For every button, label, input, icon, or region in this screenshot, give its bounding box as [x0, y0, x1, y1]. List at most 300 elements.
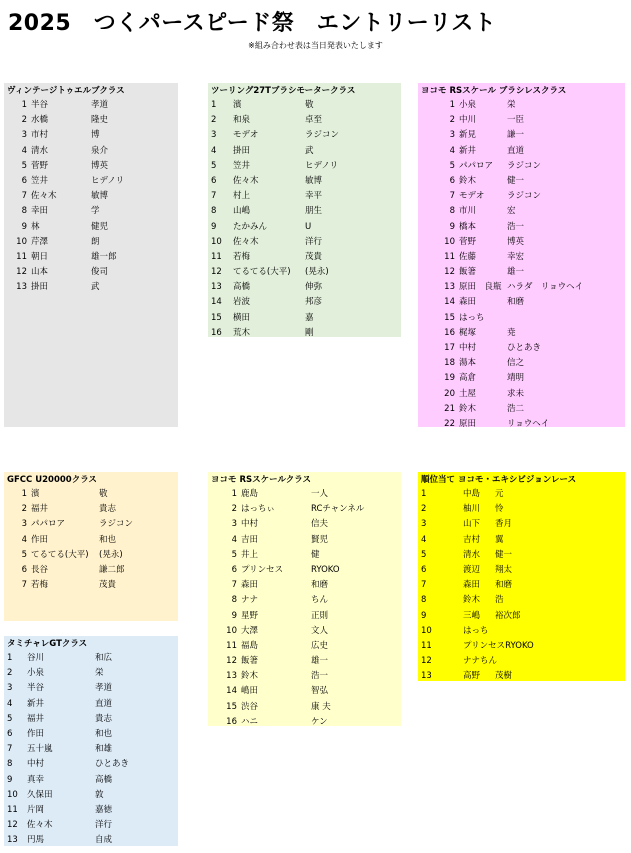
entry-row — [7, 265, 175, 280]
entry-row — [421, 578, 622, 593]
entry-surname: プリンセスRYOKO — [463, 640, 534, 651]
class-title: ヴィンテージトゥエルブクラス — [7, 86, 125, 96]
entry-number: 21 — [444, 403, 455, 414]
entry-number: 6 — [21, 175, 27, 186]
entry-row — [211, 159, 398, 174]
entry-row — [421, 220, 622, 235]
entry-row — [421, 639, 622, 654]
entry-given-name — [507, 311, 622, 326]
entry-row — [7, 174, 175, 189]
entry-row — [7, 250, 175, 265]
entry-number: 12 — [7, 820, 18, 831]
entry-surname: 横田 — [233, 312, 251, 323]
entry-number: 1 — [231, 489, 237, 499]
entry-surname: 原田 — [459, 418, 477, 429]
entry-given-name: ヒデノリ — [91, 175, 125, 186]
entry-number: 14 — [444, 297, 455, 308]
entry-row — [211, 654, 398, 669]
class-title: ツーリング27Tブラシモータークラス — [211, 86, 356, 96]
entry-row — [421, 356, 622, 371]
entry-number: 6 — [7, 728, 13, 739]
entry-number: 22 — [444, 418, 455, 429]
entry-given-name: 一臣 — [507, 115, 525, 126]
entry-row — [421, 113, 622, 128]
entry-surname: 新井 — [27, 698, 45, 709]
entry-number: 15 — [211, 312, 222, 323]
entry-number: 7 — [421, 580, 427, 591]
entry-row — [7, 666, 175, 681]
entry-surname: 吉田 — [241, 534, 259, 545]
class-panel-exhibition — [418, 472, 625, 681]
entry-number: 1 — [449, 100, 455, 110]
entry-given-name: 高橋 — [95, 774, 113, 785]
entry-row — [211, 128, 398, 143]
entry-row — [421, 311, 622, 326]
entry-number: 5 — [21, 160, 27, 171]
entry-row — [211, 98, 398, 113]
entry-number: 10 — [226, 625, 237, 636]
entry-given-name: (晃永) — [305, 267, 329, 278]
entry-surname: 清水 — [31, 145, 49, 156]
entry-number: 3 — [231, 519, 237, 530]
entry-surname: 森田 — [463, 580, 481, 591]
entry-number: 11 — [444, 251, 455, 262]
entry-row — [7, 517, 175, 532]
entry-row — [7, 220, 175, 235]
entry-surname: 作田 — [27, 728, 45, 739]
entry-surname: ナナ — [241, 595, 259, 606]
entry-row — [211, 189, 398, 204]
entry-row — [421, 326, 622, 341]
entry-given-name: 洋行 — [305, 236, 323, 247]
entry-row — [421, 624, 622, 639]
entry-row — [421, 517, 622, 532]
entry-number: 11 — [226, 640, 237, 651]
entry-row — [211, 265, 398, 280]
entry-given-name: 敦 — [95, 789, 104, 800]
entry-given-name: 博英 — [91, 160, 109, 171]
entry-row — [211, 684, 398, 699]
entry-given-name: 幸平 — [305, 191, 323, 202]
entry-row — [211, 548, 398, 563]
entry-number: 1 — [211, 100, 217, 110]
entry-number: 12 — [226, 656, 237, 667]
entry-given-name: 信夫 — [311, 519, 329, 530]
entry-given-name: RYOKO — [311, 564, 340, 575]
entry-number: 12 — [444, 267, 455, 278]
entry-row — [421, 548, 622, 563]
entry-number: 5 — [231, 549, 237, 560]
entry-given-name: 康 夫 — [311, 701, 331, 712]
entry-row — [421, 593, 622, 608]
entry-row — [421, 487, 622, 502]
entry-row — [211, 220, 398, 235]
entry-row — [7, 487, 175, 502]
entry-surname: 福島 — [241, 640, 259, 651]
entry-row — [421, 654, 622, 669]
entry-given-name: 嘉 — [305, 312, 314, 323]
entry-row — [7, 681, 175, 696]
entry-surname: はっちぃ — [241, 504, 276, 515]
entry-given-name: 求未 — [507, 388, 525, 399]
entry-surname: 長谷 — [31, 564, 49, 575]
entry-row — [211, 144, 398, 159]
entry-row — [211, 235, 398, 250]
entry-row — [211, 295, 398, 310]
entry-number: 9 — [21, 221, 27, 232]
entry-given-name: 自成 — [95, 835, 113, 846]
entry-surname: プリンセス — [241, 564, 284, 575]
entry-given-name: 和也 — [95, 728, 113, 739]
entry-surname: 中川 — [459, 115, 477, 126]
entry-given-name: 元 — [495, 489, 504, 499]
entry-number: 3 — [21, 519, 27, 530]
entry-number: 13 — [421, 671, 432, 682]
entry-row — [421, 387, 622, 402]
entry-surname: てるてる(大平) — [31, 549, 89, 560]
entry-given-name: 和磨 — [507, 297, 525, 308]
entry-surname: 小泉 — [27, 668, 45, 679]
entry-number: 16 — [226, 716, 237, 727]
entry-surname: 若梅 — [31, 580, 49, 591]
entry-surname: 荒木 — [233, 327, 251, 338]
entry-row — [421, 235, 622, 250]
entry-surname: 嶋田 — [241, 686, 259, 697]
entry-given-name: 健一 — [495, 549, 513, 560]
entry-given-name: 学 — [91, 206, 100, 217]
entry-surname: 掛田 — [233, 145, 251, 156]
class-panel-gfcc — [4, 472, 178, 621]
entry-surname: 高橋 — [233, 282, 251, 293]
entry-number: 14 — [211, 297, 222, 308]
entry-row — [7, 113, 175, 128]
entry-surname: 梶塚 — [459, 327, 477, 338]
entry-given-name: 邦彦 — [305, 297, 323, 308]
entry-number: 1 — [421, 489, 427, 499]
entry-number: 8 — [231, 595, 237, 606]
class-title: タミチャレGTクラス — [7, 639, 88, 649]
entry-given-name: 伸弥 — [305, 282, 323, 293]
entry-surname: 真幸 — [27, 774, 45, 785]
entry-row — [7, 712, 175, 727]
entry-surname: はっち — [459, 312, 485, 323]
entry-number: 6 — [449, 175, 455, 186]
entry-number: 6 — [231, 564, 237, 575]
entry-given-name: 敏博 — [91, 191, 109, 202]
entry-given-name: 雄一 — [311, 656, 329, 667]
entry-surname: 菅野 — [459, 236, 477, 247]
entry-surname: 林 — [31, 221, 40, 232]
class-title: GFCC U20000クラス — [7, 475, 97, 485]
entry-surname: 久保田 — [27, 789, 53, 800]
entry-row — [211, 533, 398, 548]
entry-surname: 掛田 — [31, 282, 49, 293]
entry-number: 4 — [21, 145, 27, 156]
entry-number: 5 — [7, 713, 13, 724]
entry-row — [211, 502, 398, 517]
entry-row — [211, 715, 398, 730]
entry-row — [7, 788, 175, 803]
entry-surname: 福井 — [31, 504, 49, 515]
entry-number: 4 — [449, 145, 455, 156]
class-panel-yokomo-rs — [208, 472, 401, 726]
entry-given-name: 孝道 — [95, 683, 113, 694]
entry-given-name: 栄 — [507, 100, 516, 110]
entry-surname: 市川 — [459, 206, 477, 217]
entry-number: 15 — [444, 312, 455, 323]
entry-number: 13 — [211, 282, 222, 293]
entry-given-name: 幸宏 — [507, 251, 525, 262]
entry-surname: 半谷 — [31, 100, 49, 110]
entry-row — [421, 204, 622, 219]
entry-given-name: 和磨 — [311, 580, 329, 591]
entry-row — [7, 727, 175, 742]
entry-surname: 森田 — [241, 580, 259, 591]
entry-row — [421, 563, 622, 578]
entry-row — [421, 98, 622, 113]
class-title: ヨコモ RSスケールクラス — [211, 475, 312, 485]
entry-surname: 中村 — [241, 519, 259, 530]
entry-given-name: ラジコン — [305, 130, 340, 141]
entry-number: 8 — [421, 595, 427, 606]
entry-row — [211, 700, 398, 715]
entry-given-name: 健 — [311, 549, 320, 560]
entry-given-name: 朗 — [91, 236, 100, 247]
entry-surname: 山嶋 — [233, 206, 251, 217]
page-subtitle: ※組み合わせ表は当日発表いたします — [248, 41, 383, 50]
entry-given-name: 浩 — [495, 595, 504, 606]
entry-given-name: 怜 — [495, 504, 504, 515]
entry-surname: 三嶋 — [463, 610, 481, 621]
entry-number: 13 — [16, 282, 27, 293]
entry-row — [211, 204, 398, 219]
entry-surname: 市村 — [31, 130, 49, 141]
entry-number: 10 — [211, 236, 222, 247]
entry-given-name: 直道 — [507, 145, 525, 156]
entry-given-name: ラジコン — [507, 191, 542, 202]
entry-given-name: 謙一 — [507, 130, 525, 141]
entry-surname: 朝日 — [31, 251, 49, 262]
entry-number: 13 — [444, 282, 455, 293]
entry-given-name: 正則 — [311, 610, 329, 621]
entry-given-name: 一人 — [311, 489, 329, 499]
entry-row — [211, 593, 398, 608]
entry-given-name: ヒデノリ — [305, 160, 339, 171]
entry-number: 2 — [211, 115, 217, 126]
entry-given-name: U — [305, 221, 312, 232]
entry-row — [7, 189, 175, 204]
entry-surname: 佐藤 — [459, 251, 477, 262]
entry-surname: ナナちん — [463, 656, 498, 667]
entry-surname: 五十嵐 — [27, 744, 53, 755]
entry-surname: 中島 — [463, 489, 481, 499]
entry-given-name: 卓至 — [305, 115, 323, 126]
entry-row — [211, 250, 398, 265]
entry-row — [421, 250, 622, 265]
entry-given-name: 栄 — [95, 668, 104, 679]
entry-row — [7, 502, 175, 517]
entry-surname: たかみん — [233, 221, 268, 232]
entry-row — [421, 402, 622, 417]
entry-number: 7 — [211, 191, 217, 202]
entry-given-name: 浩一 — [311, 671, 329, 682]
entry-surname: 吉村 — [463, 534, 481, 545]
entry-number: 6 — [211, 175, 217, 186]
entry-given-name — [495, 624, 622, 639]
entry-number: 4 — [231, 534, 237, 545]
entry-surname: 湯本 — [459, 358, 477, 369]
entry-given-name: 賢児 — [311, 534, 329, 545]
entry-surname: 若梅 — [233, 251, 251, 262]
entry-surname: 森田 — [459, 297, 477, 308]
entry-surname: 高野 — [463, 671, 481, 682]
entry-number: 17 — [444, 343, 455, 353]
entry-row — [421, 144, 622, 159]
entry-row — [211, 624, 398, 639]
entry-number: 2 — [231, 504, 237, 515]
entry-surname: 笠井 — [31, 175, 49, 186]
entry-number: 7 — [449, 191, 455, 202]
entry-number: 3 — [421, 519, 427, 530]
entry-given-name: 剛 — [305, 327, 314, 338]
entry-given-name: 和磨 — [495, 580, 513, 591]
entry-number: 2 — [21, 115, 27, 126]
entry-row — [7, 144, 175, 159]
entry-given-name: 博 — [91, 130, 100, 141]
entry-given-name: 尭 — [507, 327, 516, 338]
entry-surname: 濱 — [233, 100, 242, 110]
entry-surname: 作田 — [31, 534, 49, 545]
entry-row — [211, 326, 398, 341]
entry-row — [7, 128, 175, 143]
entry-number: 7 — [7, 744, 13, 755]
entry-surname: 和泉 — [233, 115, 251, 126]
entry-surname: はっち — [463, 625, 489, 636]
entry-surname: 鈴木 — [459, 403, 477, 414]
entry-row — [421, 159, 622, 174]
entry-number: 2 — [449, 115, 455, 126]
entry-number: 12 — [421, 656, 432, 667]
entry-given-name: 武 — [91, 282, 100, 293]
entry-number: 19 — [444, 373, 455, 384]
entry-given-name: 茂貴 — [305, 251, 323, 262]
entry-surname: 渡辺 — [463, 564, 481, 575]
entry-row — [421, 174, 622, 189]
entry-given-name: ラジコン — [507, 160, 542, 171]
entry-given-name: 健児 — [91, 221, 109, 232]
entry-given-name: RCチャンネル — [311, 504, 365, 515]
entry-surname: 渋谷 — [241, 701, 259, 712]
entry-number: 5 — [21, 549, 27, 560]
entry-number: 10 — [444, 236, 455, 247]
entry-number: 9 — [421, 610, 427, 621]
entry-row — [7, 833, 175, 848]
entry-number: 13 — [7, 835, 18, 846]
entry-given-name — [495, 639, 622, 654]
entry-number: 7 — [231, 580, 237, 591]
entry-row — [211, 517, 398, 532]
entry-given-name: 武 — [305, 145, 314, 156]
entry-given-name: ひとあき — [95, 759, 130, 770]
entry-given-name: ラジコン — [99, 519, 134, 530]
entry-row — [7, 818, 175, 833]
entry-row — [421, 669, 622, 684]
entry-given-name: ケン — [311, 716, 328, 727]
entry-row — [211, 174, 398, 189]
entry-number: 3 — [211, 130, 217, 141]
entry-given-name: 雄一 — [507, 267, 525, 278]
entry-surname: 鈴木 — [459, 175, 477, 186]
entry-surname: 新見 — [459, 130, 477, 141]
entry-given-name: 謙二郎 — [99, 564, 125, 575]
entry-surname: モデオ — [459, 191, 485, 202]
class-panel-vintage — [4, 83, 178, 427]
entry-row — [211, 311, 398, 326]
entry-surname: ハニ — [241, 716, 259, 727]
entry-row — [7, 757, 175, 772]
entry-surname: 半谷 — [27, 683, 45, 694]
entry-given-name: 敏博 — [305, 175, 323, 186]
entry-surname: 佐々木 — [27, 820, 53, 831]
entry-surname: 鹿島 — [241, 489, 259, 499]
entry-row — [421, 371, 622, 386]
entry-given-name: 貴志 — [95, 713, 113, 724]
entry-surname: 福井 — [27, 713, 45, 724]
entry-given-name: 翔太 — [495, 564, 513, 575]
entry-given-name: 嘉徳 — [95, 804, 113, 815]
entry-number: 1 — [21, 100, 27, 110]
entry-number: 3 — [449, 130, 455, 141]
entry-surname: 菅野 — [31, 160, 49, 171]
entry-number: 8 — [449, 206, 455, 217]
entry-number: 9 — [231, 610, 237, 621]
entry-row — [7, 773, 175, 788]
entry-number: 1 — [7, 653, 13, 663]
entry-row — [211, 669, 398, 684]
entry-surname: 佐々木 — [31, 191, 57, 202]
entry-surname: 大澤 — [241, 625, 259, 636]
entry-number: 6 — [21, 564, 27, 575]
entry-number: 3 — [7, 683, 13, 694]
entry-surname: 鈴木 — [241, 671, 259, 682]
entry-given-name: 隆史 — [91, 115, 109, 126]
entry-number: 3 — [21, 130, 27, 141]
entry-surname: 井上 — [241, 549, 259, 560]
entry-number: 2 — [21, 504, 27, 515]
entry-number: 5 — [421, 549, 427, 560]
entry-given-name: 宏 — [507, 206, 516, 217]
entry-row — [421, 295, 622, 310]
entry-row — [421, 128, 622, 143]
entry-number: 1 — [21, 489, 27, 499]
entry-number: 9 — [211, 221, 217, 232]
entry-number: 9 — [449, 221, 455, 232]
entry-surname: 片岡 — [27, 804, 45, 815]
entry-row — [421, 533, 622, 548]
entry-given-name: 洋行 — [95, 820, 113, 831]
entry-row — [7, 280, 175, 295]
entry-surname: 岩波 — [233, 297, 251, 308]
entry-number: 15 — [226, 701, 237, 712]
entry-number: 11 — [7, 804, 18, 815]
entry-surname: 山本 — [31, 267, 49, 278]
entry-row — [7, 235, 175, 250]
entry-given-name: (晃永) — [99, 549, 123, 560]
entry-number: 10 — [7, 789, 18, 800]
class-panel-touring — [208, 83, 401, 337]
entry-row — [7, 563, 175, 578]
entry-number: 12 — [211, 267, 222, 278]
